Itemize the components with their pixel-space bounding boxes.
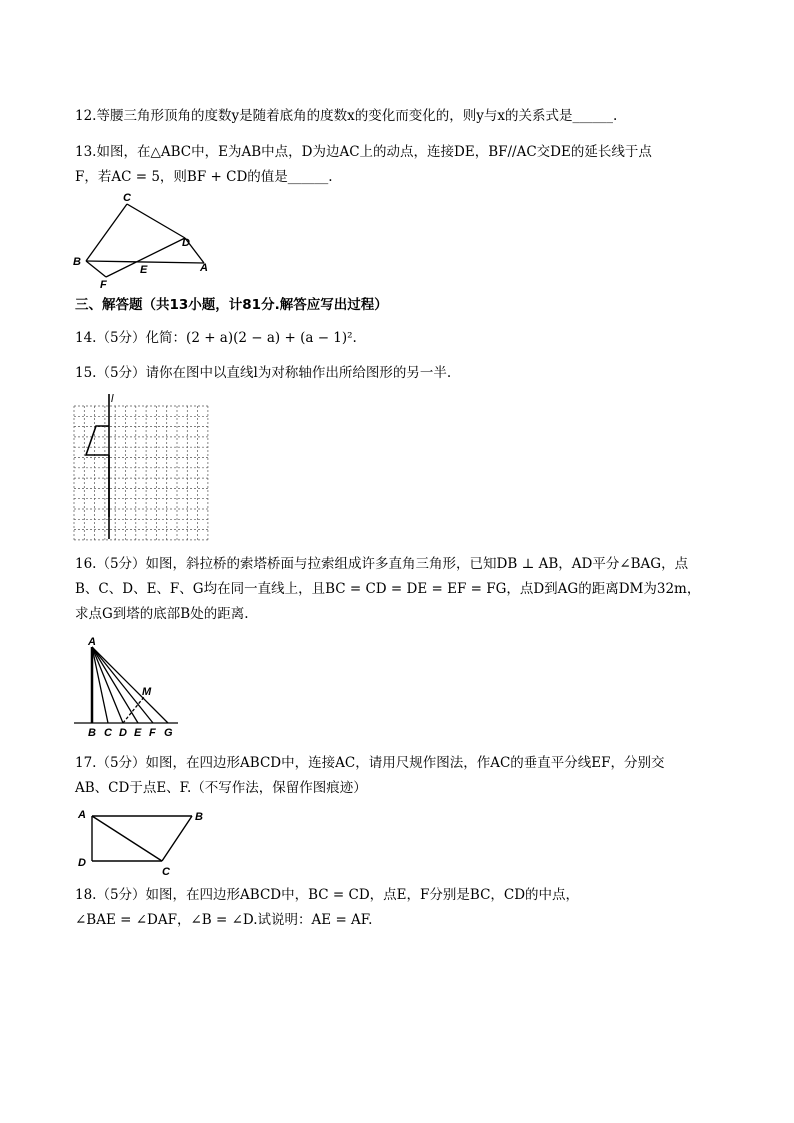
- question-16-text-2: B、C、D、E、F、G均在同一直线上，且BC = CD = DE = EF = FG，点D到AG的距离DM为32m，: [75, 581, 701, 597]
- question-18-text-1: 18.（5分）如图，在四边形ABCD中，BC = CD，点E，F分别是BC，CD的中点，: [75, 887, 580, 903]
- given-shape-upper: [86, 426, 109, 455]
- label-b: B: [73, 256, 81, 268]
- question-12: [75, 107, 617, 125]
- question-16-text-3: 求点G到塔的底部B处的距离.: [75, 606, 249, 622]
- question-15-text: 15.（5分）请你在图中以直线l为对称轴作出所给图形的另一半.: [75, 365, 452, 381]
- label-f: F: [100, 279, 107, 291]
- question-13-text-1: 13.如图，在△ABC中，E为AB中点，D为边AC上的动点，连接DE，BF//AC交DE的延长线于点: [75, 144, 652, 160]
- grid-lines: [74, 406, 208, 540]
- cable-bridge-figure: [70, 635, 200, 745]
- grid-figure: [70, 392, 210, 542]
- label-m: M: [142, 686, 152, 698]
- quadrilateral-abcd-figure: [72, 803, 222, 878]
- label-e: E: [134, 727, 142, 739]
- label-f: F: [149, 727, 156, 739]
- question-17-text-2: AB、CD于点E、F.（不写作法，保留作图痕迹）: [75, 780, 367, 796]
- section-3-title: 三、解答题（共13小题，计81分.解答应写出过程）: [75, 297, 388, 313]
- label-b: B: [195, 811, 203, 823]
- label-a: A: [78, 809, 86, 821]
- question-13-line-2: [75, 168, 333, 186]
- question-18-line-2: [75, 911, 372, 929]
- question-13-text-2: F，若AC = 5，则BF + CD的值是______.: [75, 169, 333, 185]
- question-14: [75, 329, 357, 347]
- label-b: B: [88, 727, 96, 739]
- label-a: A: [88, 636, 96, 648]
- label-c: C: [123, 192, 131, 204]
- question-17-text-1: 17.（5分）如图，在四边形ABCD中，连接AC，请用尺规作图法，作AC的垂直平分线EF，分别交: [75, 755, 665, 771]
- label-g: G: [164, 727, 173, 739]
- section-3-heading: [75, 296, 388, 314]
- question-16-line-1: [75, 555, 688, 573]
- question-17-line-1: [75, 754, 665, 772]
- question-12-text: 12.等腰三角形顶角的度数y是随着底角的度数x的变化而变化的，则y与x的关系式是______.: [75, 108, 618, 124]
- label-c: C: [104, 727, 112, 739]
- label-a: A: [200, 262, 208, 274]
- question-18-text-2: ∠BAE = ∠DAF，∠B = ∠D.试说明：AE = AF.: [75, 912, 373, 928]
- question-17-line-2: [75, 779, 367, 797]
- question-13-line-1: [75, 143, 652, 161]
- question-16-text-1: 16.（5分）如图，斜拉桥的索塔桥面与拉索组成许多直角三角形，已知DB ⊥ AB，AD平分∠BAG，点: [75, 556, 689, 572]
- question-16-line-3: [75, 605, 249, 623]
- label-d: D: [78, 857, 86, 869]
- question-18-line-1: [75, 886, 579, 904]
- label-d: D: [182, 237, 190, 249]
- question-16-line-2: [75, 580, 700, 598]
- question-15: [75, 364, 451, 382]
- axis-label-l: l: [111, 393, 114, 405]
- triangle-abc-figure: [70, 190, 230, 290]
- label-c: C: [162, 866, 170, 878]
- question-14-text: 14.（5分）化简：(2 + a)(2 − a) + (a − 1)².: [75, 330, 357, 346]
- label-d: D: [119, 727, 127, 739]
- label-e: E: [140, 264, 148, 276]
